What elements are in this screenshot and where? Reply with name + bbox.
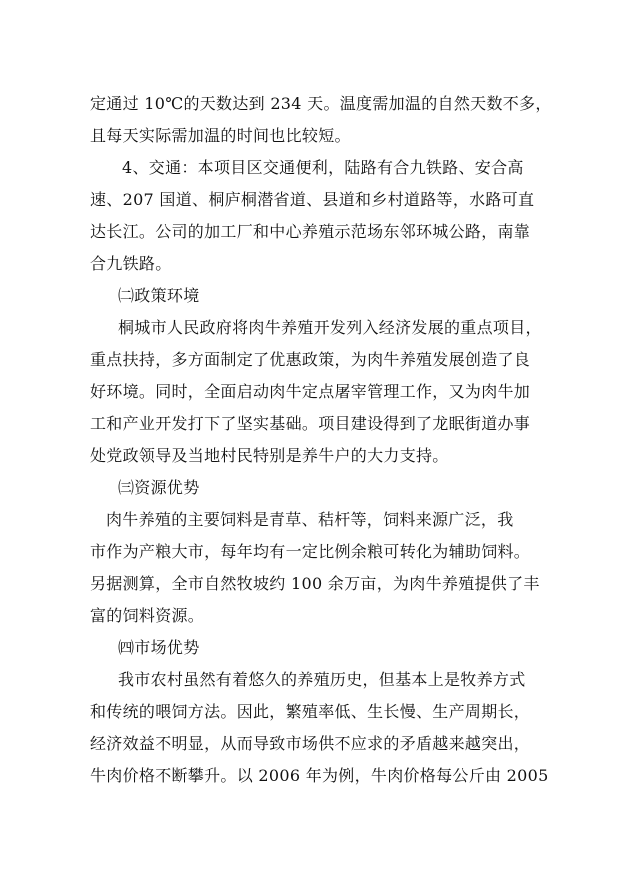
text-line: 另据测算，全市自然牧坡约 100 余万亩，为肉牛养殖提供了丰 [90,574,540,593]
text-line: 牛肉价格不断攀升。以 2006 年为例，牛肉价格每公斤由 2005 [90,766,549,785]
section-heading-policy: ㈡政策环境 [118,286,200,305]
section-heading-market: ㈣市场优势 [118,638,200,657]
text-line: 和传统的喂饲方法。因此，繁殖率低、生长慢、生产周期长， [90,702,531,721]
text-line: 经济效益不明显，从而导致市场供不应求的矛盾越来越突出， [90,734,531,753]
text-line: 好环境。同时，全面启动肉牛定点屠宰管理工作，又为肉牛加 [90,382,531,401]
text-line: 桐城市人民政府将肉牛养殖开发列入经济发展的重点项目， [118,318,542,337]
text-line: 4、交通：本项目区交通便利，陆路有合九铁路、安合高 [122,158,524,177]
text-line: 达长江。公司的加工厂和中心养殖示范场东邻环城公路，南靠 [90,222,531,241]
text-line: 重点扶持，多方面制定了优惠政策，为肉牛养殖发展创造了良 [90,350,531,369]
text-line: 速、207 国道、桐庐桐潜省道、县道和乡村道路等，水路可直 [90,190,535,209]
text-line: 合九铁路。 [90,254,172,273]
section-heading-resources: ㈢资源优势 [118,478,200,497]
text-line: 工和产业开发打下了坚实基础。项目建设得到了龙眠街道办事 [90,414,531,433]
text-line: 定通过 10℃的天数达到 234 天。温度需加温的自然天数不多， [90,94,552,113]
text-line: 处党政领导及当地村民特别是养牛户的大力支持。 [90,446,449,465]
text-line: 我市农村虽然有着悠久的养殖历史，但基本上是牧养方式 [118,670,526,689]
text-line: 富的饲料资源。 [90,606,205,625]
text-line: 且每天实际需加温的时间也比较短。 [90,126,351,145]
text-line: 市作为产粮大市，每年均有一定比例余粮可转化为辅助饲料。 [90,542,531,561]
text-line: 肉牛养殖的主要饲料是青草、秸杆等，饲料来源广泛，我 [106,510,514,529]
